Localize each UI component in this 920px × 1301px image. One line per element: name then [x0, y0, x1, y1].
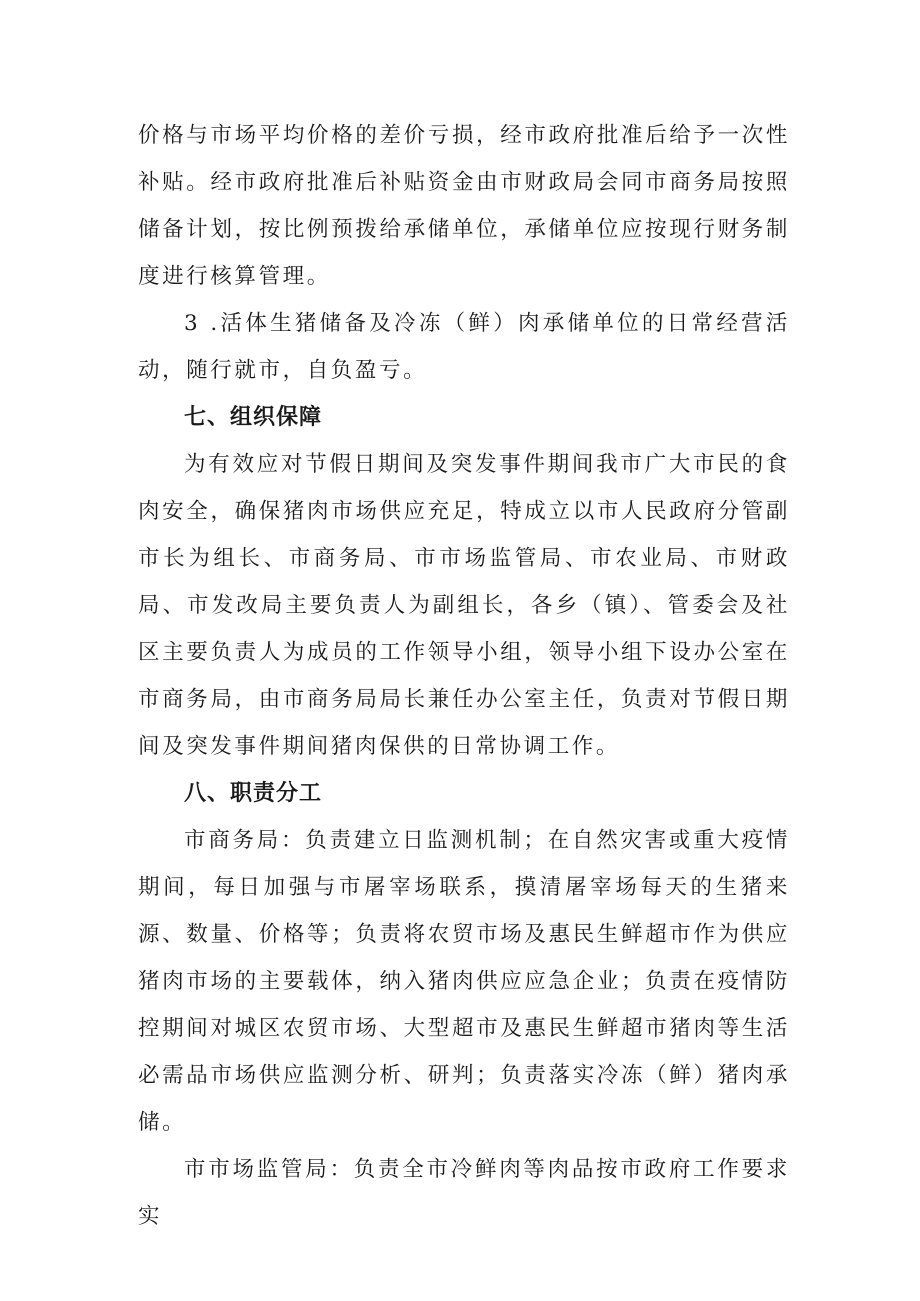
section-heading-responsibilities: 八、职责分工 [184, 781, 323, 806]
paragraph-market-supervision: 市市场监管局：负责全市冷鲜肉等肉品按市政府工作要求实 [138, 1157, 790, 1229]
paragraph-organization: 为有效应对节假日期间及突发事件期间我市广大市民的食肉安全，确保猪肉市场供应充足，特成立以市人民政府分管副市长为组长、市商务局、市市场监管局、市农业局、市财政局、市发改局主要负责人为副组长，各乡（镇）、管委会及社区主要负责人为成员的工作领导小组，领导小组下设办公室在市商务局，由市商务局局长兼任办公室主任，负责对节假日期间及突发事件期间猪肉保供的日常协调工作。 [138, 452, 790, 759]
document-body [138, 112, 790, 1240]
paragraph-commerce-bureau: 市商务局：负责建立日监测机制；在自然灾害或重大疫情期间，每日加强与市屠宰场联系，摸清屠宰场每天的生猪来源、数量、价格等；负责将农贸市场及惠民生鲜超市作为供应猪肉市场的主要载体，纳入猪肉供应应急企业；负责在疫情防控期间对城区农贸市场、大型超市及惠民生鲜超市猪肉等生活必需品市场供应监测分析、研判；负责落实冷冻（鲜）猪肉承储。 [138, 828, 790, 1135]
paragraph-item-3: 3 .活体生猪储备及冷冻（鲜）肉承储单位的日常经营活动，随行就市，自负盈亏。 [138, 311, 790, 383]
section-heading-organization: 七、组织保障 [184, 405, 323, 430]
paragraph-subsidy-continued: 价格与市场平均价格的差价亏损，经市政府批准后给予一次性补贴。经市政府批准后补贴资金由市财政局会同市商务局按照储备计划，按比例预拨给承储单位，承储单位应按现行财务制度进行核算管理。 [138, 123, 790, 289]
